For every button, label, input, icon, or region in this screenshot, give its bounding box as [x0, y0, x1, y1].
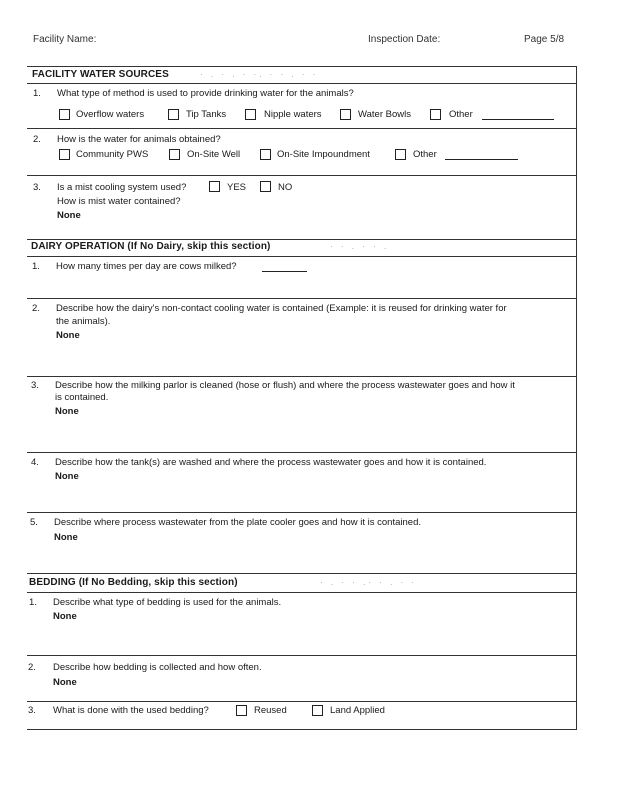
option-label: Other	[413, 149, 437, 160]
divider	[27, 256, 577, 257]
divider	[27, 83, 577, 84]
question-number: 3.	[28, 705, 36, 716]
checkbox-other[interactable]	[430, 109, 441, 120]
divider	[27, 128, 577, 129]
checkbox-on-site-impoundment[interactable]	[260, 149, 271, 160]
dairy-q2-text-line2: the animals).	[56, 316, 111, 327]
option-label: Water Bowls	[358, 109, 411, 120]
option-label: Reused	[254, 705, 287, 716]
option-label: On-Site Well	[187, 149, 241, 160]
checkbox-other[interactable]	[395, 149, 406, 160]
checkbox-yes[interactable]	[209, 181, 220, 192]
option-label: Other	[449, 109, 473, 120]
bedding-q1-text: Describe what type of bedding is used for the animals.	[53, 597, 282, 608]
checkbox-community-pws[interactable]	[59, 149, 70, 160]
answer-value: None	[56, 330, 80, 341]
dairy-q4-text: Describe how the tank(s) are washed and where the process wastewater goes and how it is contained.	[55, 457, 487, 468]
divider	[27, 573, 577, 574]
page-number: Page 5/8	[524, 34, 565, 45]
checkbox-overflow-waters[interactable]	[59, 109, 70, 120]
water-q2-text: How is the water for animals obtained?	[57, 134, 221, 145]
dairy-q5-text: Describe where process wastewater from the plate cooler goes and how it is contained.	[54, 517, 421, 528]
checkbox-nipple-waters[interactable]	[245, 109, 256, 120]
dairy-q3-text-line1: Describe how the milking parlor is cleaned (hose or flush) and where the process wastewater goes and how it	[55, 380, 515, 391]
bedding-q2-text: Describe how bedding is collected and how often.	[53, 662, 262, 673]
option-label: Nipple waters	[264, 109, 322, 120]
question-number: 5.	[30, 517, 38, 528]
divider	[27, 452, 577, 453]
other-text-field[interactable]	[445, 159, 518, 160]
option-label: Community PWS	[76, 149, 149, 160]
scan-artifact: · . · · .· · . · ·	[320, 578, 418, 587]
checkbox-reused[interactable]	[236, 705, 247, 716]
question-number: 2.	[33, 134, 41, 145]
option-label: NO	[278, 182, 293, 193]
answer-value: None	[53, 611, 77, 622]
scan-artifact: · . · . · ·. · · . · ·	[200, 70, 319, 79]
dairy-q2-text-line1: Describe how the dairy's non-contact cooling water is contained (Example: it is reused for drinking water for	[56, 303, 507, 314]
divider	[27, 655, 577, 656]
answer-value: None	[54, 532, 78, 543]
question-number: 1.	[32, 261, 40, 272]
water-q1-text: What type of method is used to provide drinking water for the animals?	[57, 88, 354, 99]
section-title-water: FACILITY WATER SOURCES	[32, 69, 169, 80]
dairy-q3-text-line2: is contained.	[55, 392, 109, 403]
option-label: Tip Tanks	[186, 109, 227, 120]
checkbox-tip-tanks[interactable]	[168, 109, 179, 120]
divider	[27, 239, 577, 240]
frame-bottom-border	[27, 729, 577, 730]
divider	[27, 175, 577, 176]
answer-value: None	[55, 471, 79, 482]
option-label: Land Applied	[330, 705, 385, 716]
answer-value: None	[53, 677, 77, 688]
divider	[27, 376, 577, 377]
question-number: 1.	[33, 88, 41, 99]
divider	[27, 298, 577, 299]
bedding-q3-text: What is done with the used bedding?	[53, 705, 209, 716]
checkbox-on-site-well[interactable]	[169, 149, 180, 160]
other-text-field[interactable]	[482, 119, 554, 120]
section-title-bedding: BEDDING (If No Bedding, skip this section)	[29, 577, 238, 588]
divider	[27, 701, 577, 702]
answer-value: None	[57, 210, 81, 221]
answer-value: None	[55, 406, 79, 417]
facility-name-label: Facility Name:	[33, 34, 97, 45]
option-label: On-Site Impoundment	[277, 149, 370, 160]
divider	[27, 592, 577, 593]
question-number: 1.	[29, 597, 37, 608]
inspection-date-label: Inspection Date:	[368, 34, 441, 45]
scan-artifact: · · . · · .	[330, 242, 390, 251]
section-title-dairy: DAIRY OPERATION (If No Dairy, skip this section)	[31, 241, 271, 252]
checkbox-land-applied[interactable]	[312, 705, 323, 716]
option-label: Overflow waters	[76, 109, 145, 120]
question-number: 3.	[33, 182, 41, 193]
question-number: 2.	[28, 662, 36, 673]
question-number: 2.	[32, 303, 40, 314]
question-number: 4.	[31, 457, 39, 468]
checkbox-water-bowls[interactable]	[340, 109, 351, 120]
water-q3-text: Is a mist cooling system used?	[57, 182, 187, 193]
frame-top-border	[27, 66, 577, 67]
question-number: 3.	[31, 380, 39, 391]
dairy-q1-text: How many times per day are cows milked?	[56, 261, 237, 272]
milkings-per-day-field[interactable]	[262, 271, 307, 272]
checkbox-no[interactable]	[260, 181, 271, 192]
frame-right-border	[576, 66, 577, 730]
divider	[27, 512, 577, 513]
water-q3-subquestion: How is mist water contained?	[57, 196, 181, 207]
option-label: YES	[227, 182, 247, 193]
